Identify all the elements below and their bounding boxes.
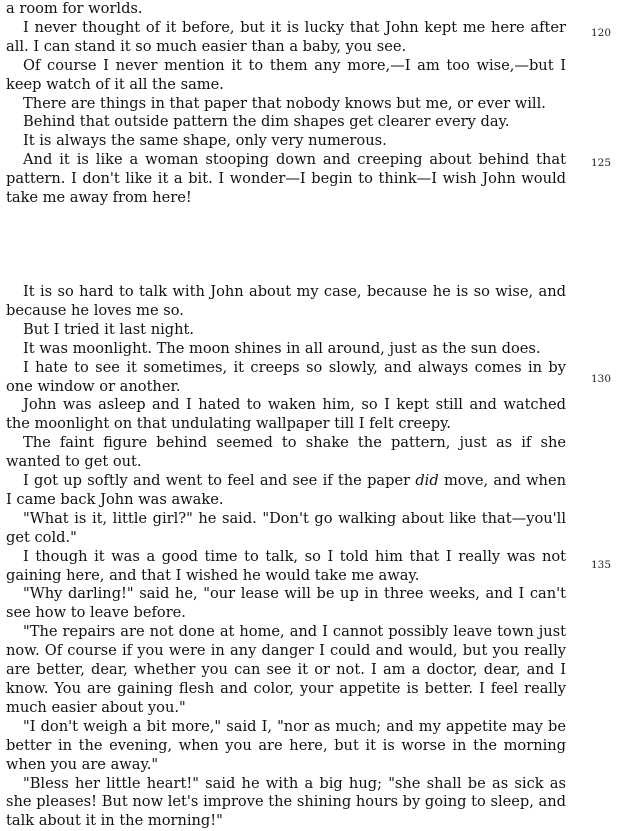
paragraph: But I tried it last night. (23, 320, 194, 338)
line-number: 135 (591, 559, 612, 571)
paragraph: It is so hard to talk with John about my case, because he is so wise, and because he loves me so. (6, 282, 566, 319)
paragraph: "What is it, little girl?" he said. "Don't go walking about like that—you'll get cold." (6, 509, 566, 546)
paragraph: "I don't weigh a bit more," said I, "nor as much; and my appetite may be better in the evening, when you are here, but it is worse in the morning when you are away." (6, 717, 566, 773)
line-number: 125 (591, 157, 612, 169)
paragraph: "The repairs are not done at home, and I cannot possibly leave town just now. Of course if you were in any danger I could and would, but you really are better, dear, whether you can see it or not. I am a doctor, dear, and I know. You are gaining flesh and color, your appetite is better. I feel really much easier about you." (6, 623, 566, 716)
paragraph: Of course I never mention it to them any more,—I am too wise,—but I keep watch of it all the same. (6, 56, 566, 93)
paragraph: The faint figure behind seemed to shake the pattern, just as if she wanted to get out. (6, 434, 566, 471)
text-run: move, and when I came back John was awake. (6, 472, 566, 508)
paragraph: Behind that outside pattern the dim shapes get clearer every day. (23, 113, 510, 131)
emphasis: did (415, 472, 439, 490)
paragraph: "Why darling!" said he, "our lease will be up in three weeks, and I can't see how to leave before. (6, 585, 566, 622)
paragraph: "Bless her little heart!" said he with a big hug; "she shall be as sick as she pleases! But now let's improve the shining hours by going to sleep, and talk about it in the morning!" (6, 774, 566, 830)
text-run: I got up softly and went to feel and see if the paper (23, 472, 416, 490)
paragraph: I though it was a good time to talk, so I told him that I really was not gaining here, and that I wished he would take me away. (6, 547, 566, 584)
paragraph: It is always the same shape, only very numerous. (23, 132, 387, 150)
page-text (6, 0, 566, 831)
paragraph: It was moonlight. The moon shines in all around, just as the sun does. (23, 339, 541, 357)
paragraph: I hate to see it sometimes, it creeps so slowly, and always comes in by one window or another. (6, 358, 566, 395)
paragraph: And it is like a woman stooping down and creeping about behind that pattern. I don't like it a bit. I wonder—I begin to think—I wish John would take me away from here! (6, 151, 566, 207)
line-number: 120 (591, 27, 612, 39)
paragraph: There are things in that paper that nobody knows but me, or ever will. (23, 94, 546, 112)
section-break (6, 208, 566, 283)
line-number: 130 (591, 373, 612, 385)
paragraph (6, 472, 566, 510)
paragraph: I never thought of it before, but it is lucky that John kept me here after all. I can stand it so much easier than a baby, you see. (6, 18, 566, 55)
paragraph: a room for worlds. (6, 0, 143, 17)
paragraph: John was asleep and I hated to waken him, so I kept still and watched the moonlight on that undulating wallpaper till I felt creepy. (6, 396, 566, 433)
